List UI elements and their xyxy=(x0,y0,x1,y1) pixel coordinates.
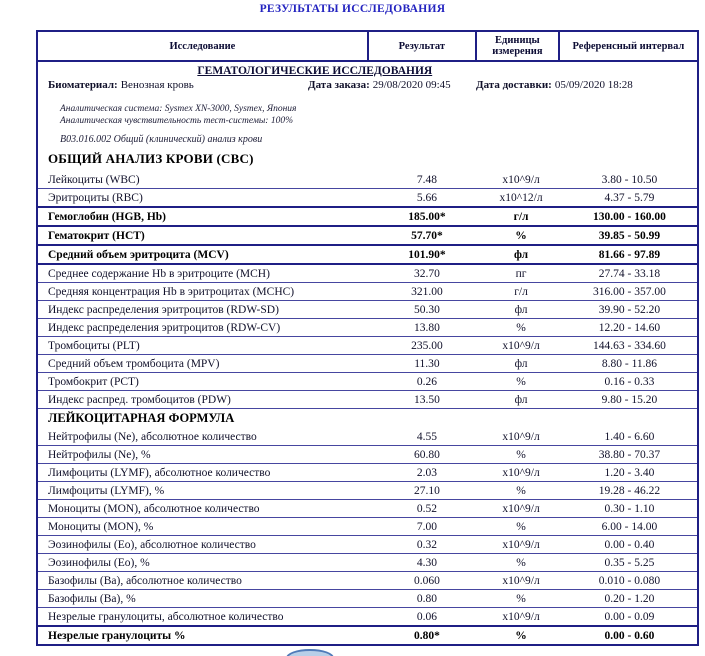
result-cell: 5.66 xyxy=(374,189,480,208)
reference-interval-cell: 19.28 - 46.22 xyxy=(562,482,697,500)
test-name-cell: Средняя концентрация Hb в эритроцитах (MCHC) xyxy=(38,283,374,301)
result-cell: 2.03 xyxy=(374,464,480,482)
stamp-ellipse xyxy=(286,649,334,656)
test-name-cell: Лимфоциты (LYMF), % xyxy=(38,482,374,500)
column-header-reference: Референсный интервал xyxy=(572,40,685,52)
result-cell: 4.55 xyxy=(374,428,480,446)
test-name-cell: Среднее содержание Hb в эритроците (MCH) xyxy=(38,264,374,283)
table-row xyxy=(38,319,697,337)
test-name-cell: Индекс распределения эритроцитов (RDW-CV) xyxy=(38,319,374,337)
table-row xyxy=(38,226,697,245)
results-table xyxy=(36,30,699,646)
units-cell: % xyxy=(480,226,562,245)
units-cell: % xyxy=(480,373,562,391)
units-cell: x10^9/л xyxy=(480,428,562,446)
units-cell: % xyxy=(480,590,562,608)
result-cell: 11.30 xyxy=(374,355,480,373)
table-row xyxy=(38,189,697,208)
specimen-meta-line xyxy=(38,79,697,95)
units-cell: x10^9/л xyxy=(480,500,562,518)
analytic-system-note: Аналитическая система: Sysmex XN-3000, Sysmex, Япония xyxy=(60,104,297,114)
test-name-cell: Нейтрофилы (Ne), % xyxy=(38,446,374,464)
reference-interval-cell: 0.35 - 5.25 xyxy=(562,554,697,572)
result-cell: 185.00* xyxy=(374,207,480,226)
table-row xyxy=(38,626,697,644)
table-row xyxy=(38,554,697,572)
reference-interval-cell: 0.00 - 0.09 xyxy=(562,608,697,627)
table-row xyxy=(38,590,697,608)
result-cell: 0.32 xyxy=(374,536,480,554)
test-name-cell: Базофилы (Ba), абсолютное количество xyxy=(38,572,374,590)
reference-interval-cell: 0.00 - 0.40 xyxy=(562,536,697,554)
service-code-line: B03.016.002 Общий (клинический) анализ крови xyxy=(60,134,263,145)
units-cell: x10^9/л xyxy=(480,536,562,554)
delivery-date-value: 05/09/2020 18:28 xyxy=(554,79,633,91)
reference-interval-cell: 1.40 - 6.60 xyxy=(562,428,697,446)
units-header-line2: измерения xyxy=(492,46,543,57)
biomaterial-value: Венозная кровь xyxy=(120,79,194,91)
reference-interval-cell: 12.20 - 14.60 xyxy=(562,319,697,337)
table-row xyxy=(38,337,697,355)
result-cell: 0.06 xyxy=(374,608,480,627)
test-name-cell: Эозинофилы (Eo), абсолютное количество xyxy=(38,536,374,554)
units-cell: % xyxy=(480,482,562,500)
units-cell: пг xyxy=(480,264,562,283)
test-name-cell: Лимфоциты (LYMF), абсолютное количество xyxy=(38,464,374,482)
units-cell: x10^9/л xyxy=(480,171,562,189)
table-row xyxy=(38,264,697,283)
result-cell: 13.50 xyxy=(374,391,480,409)
test-name-cell: Средний объем эритроцита (MCV) xyxy=(38,245,374,264)
test-name-cell: Эритроциты (RBC) xyxy=(38,189,374,208)
table-row xyxy=(38,572,697,590)
test-name-cell: Гематокрит (HCT) xyxy=(38,226,374,245)
units-cell: % xyxy=(480,446,562,464)
reference-interval-cell: 316.00 - 357.00 xyxy=(562,283,697,301)
reference-interval-cell: 38.80 - 70.37 xyxy=(562,446,697,464)
reference-interval-cell: 0.16 - 0.33 xyxy=(562,373,697,391)
table-row xyxy=(38,446,697,464)
result-cell: 13.80 xyxy=(374,319,480,337)
table-row xyxy=(38,500,697,518)
biomaterial-label: Биоматериал: xyxy=(48,79,118,91)
result-cell: 60.80 xyxy=(374,446,480,464)
result-cell: 50.30 xyxy=(374,301,480,319)
reference-interval-cell: 0.20 - 1.20 xyxy=(562,590,697,608)
reference-interval-cell: 1.20 - 3.40 xyxy=(562,464,697,482)
section-row xyxy=(38,409,697,429)
units-cell: г/л xyxy=(480,283,562,301)
test-name-cell: Незрелые гранулоциты, абсолютное количество xyxy=(38,608,374,627)
test-name-cell: Базофилы (Ba), % xyxy=(38,590,374,608)
units-cell: фл xyxy=(480,391,562,409)
biomaterial-field xyxy=(48,79,194,91)
units-cell: x10^9/л xyxy=(480,337,562,355)
result-cell: 321.00 xyxy=(374,283,480,301)
result-cell: 4.30 xyxy=(374,554,480,572)
results-data-table xyxy=(38,171,697,644)
section-row-label: ЛЕЙКОЦИТАРНАЯ ФОРМУЛА xyxy=(48,411,235,425)
table-row xyxy=(38,428,697,446)
result-cell: 101.90* xyxy=(374,245,480,264)
result-cell: 0.80* xyxy=(374,626,480,644)
result-cell: 235.00 xyxy=(374,337,480,355)
units-cell: фл xyxy=(480,301,562,319)
analytic-sensitivity-note: Аналитическая чувствительность тест-системы: 100% xyxy=(60,116,294,126)
test-name-cell: Моноциты (MON), % xyxy=(38,518,374,536)
test-name-cell: Тромбокрит (PCT) xyxy=(38,373,374,391)
table-row xyxy=(38,207,697,226)
reference-interval-cell: 27.74 - 33.18 xyxy=(562,264,697,283)
delivery-date-label: Дата доставки: xyxy=(476,79,552,91)
test-name-cell: Индекс распределения эритроцитов (RDW-SD) xyxy=(38,301,374,319)
order-date-value: 29/08/2020 09:45 xyxy=(372,79,451,91)
cbc-section-title: ОБЩИЙ АНАЛИЗ КРОВИ (CBC) xyxy=(48,151,254,166)
reference-interval-cell: 0.30 - 1.10 xyxy=(562,500,697,518)
delivery-date-field xyxy=(476,79,633,91)
table-row xyxy=(38,518,697,536)
result-cell: 32.70 xyxy=(374,264,480,283)
test-name-cell: Индекс распред. тромбоцитов (PDW) xyxy=(38,391,374,409)
column-header-study: Исследование xyxy=(38,32,369,60)
units-header-line1: Единицы xyxy=(495,35,540,46)
result-cell: 0.52 xyxy=(374,500,480,518)
reference-interval-cell: 4.37 - 5.79 xyxy=(562,189,697,208)
units-cell: x10^9/л xyxy=(480,464,562,482)
table-row xyxy=(38,536,697,554)
reference-interval-cell: 39.85 - 50.99 xyxy=(562,226,697,245)
table-row xyxy=(38,482,697,500)
units-cell: фл xyxy=(480,245,562,264)
result-cell: 0.80 xyxy=(374,590,480,608)
test-name-cell: Эозинофилы (Eo), % xyxy=(38,554,374,572)
reference-interval-cell: 39.90 - 52.20 xyxy=(562,301,697,319)
reference-interval-cell: 130.00 - 160.00 xyxy=(562,207,697,226)
result-cell: 57.70* xyxy=(374,226,480,245)
column-header-result: Результат xyxy=(369,32,477,60)
table-row xyxy=(38,355,697,373)
table-row xyxy=(38,373,697,391)
table-row xyxy=(38,301,697,319)
table-row xyxy=(38,391,697,409)
reference-interval-cell: 81.66 - 97.89 xyxy=(562,245,697,264)
table-row xyxy=(38,608,697,627)
result-cell: 27.10 xyxy=(374,482,480,500)
reference-interval-cell: 8.80 - 11.86 xyxy=(562,355,697,373)
result-cell: 7.48 xyxy=(374,171,480,189)
order-date-field xyxy=(308,79,451,91)
table-row xyxy=(38,245,697,264)
units-cell: фл xyxy=(480,355,562,373)
test-name-cell: Моноциты (MON), абсолютное количество xyxy=(38,500,374,518)
units-cell: % xyxy=(480,626,562,644)
table-row xyxy=(38,171,697,189)
units-cell: % xyxy=(480,554,562,572)
test-name-cell: Лейкоциты (WBC) xyxy=(38,171,374,189)
reference-interval-cell: 9.80 - 15.20 xyxy=(562,391,697,409)
units-cell: x10^9/л xyxy=(480,608,562,627)
units-cell: г/л xyxy=(480,207,562,226)
test-name-cell: Тромбоциты (PLT) xyxy=(38,337,374,355)
table-row xyxy=(38,464,697,482)
column-header-units xyxy=(477,32,560,60)
table-row xyxy=(38,283,697,301)
order-date-label: Дата заказа: xyxy=(308,79,370,91)
result-cell: 0.060 xyxy=(374,572,480,590)
test-name-cell: Средний объем тромбоцита (MPV) xyxy=(38,355,374,373)
units-cell: % xyxy=(480,319,562,337)
hematology-section-title: ГЕМАТОЛОГИЧЕСКИЕ ИССЛЕДОВАНИЯ xyxy=(197,65,433,77)
units-cell: x10^9/л xyxy=(480,572,562,590)
reference-interval-cell: 0.00 - 0.60 xyxy=(562,626,697,644)
page-title: РЕЗУЛЬТАТЫ ИССЛЕДОВАНИЯ xyxy=(259,3,446,15)
hematology-info-block xyxy=(38,62,697,171)
test-name-cell: Нейтрофилы (Ne), абсолютное количество xyxy=(38,428,374,446)
reference-interval-cell: 6.00 - 14.00 xyxy=(562,518,697,536)
table-header-row xyxy=(38,32,697,62)
test-name-cell: Незрелые гранулоциты % xyxy=(38,626,374,644)
reference-interval-cell: 0.010 - 0.080 xyxy=(562,572,697,590)
reference-interval-cell: 144.63 - 334.60 xyxy=(562,337,697,355)
units-cell: % xyxy=(480,518,562,536)
result-cell: 7.00 xyxy=(374,518,480,536)
result-cell: 0.26 xyxy=(374,373,480,391)
reference-interval-cell: 3.80 - 10.50 xyxy=(562,171,697,189)
test-name-cell: Гемоглобин (HGB, Hb) xyxy=(38,207,374,226)
units-cell: x10^12/л xyxy=(480,189,562,208)
